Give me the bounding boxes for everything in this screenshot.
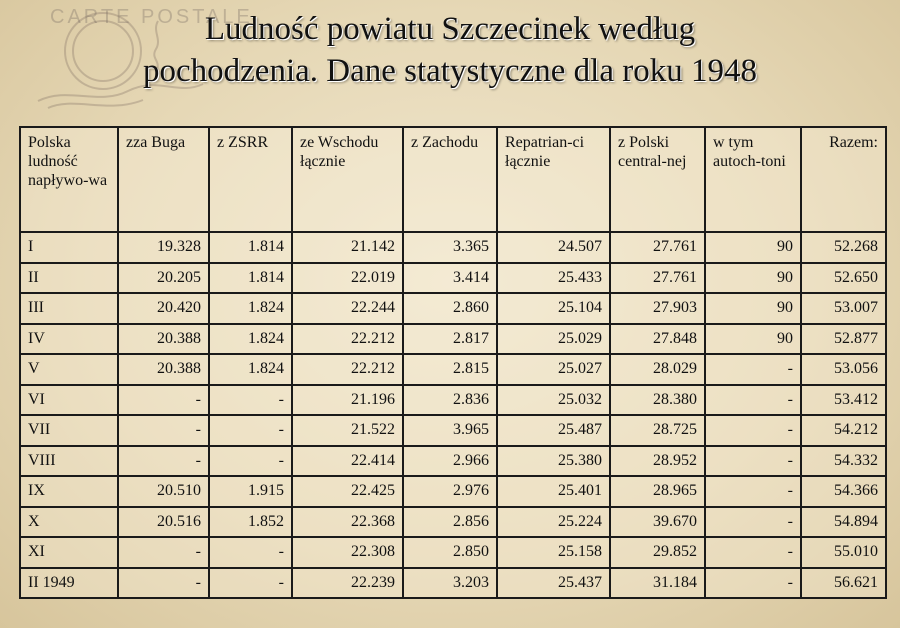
table-row (20, 476, 886, 507)
table-cell: 29.852 (610, 537, 705, 568)
table-cell: 28.029 (610, 354, 705, 385)
header-cell: Polska ludność napływo-wa (20, 127, 118, 232)
row-label: VII (20, 415, 118, 446)
population-table (19, 126, 887, 599)
table-cell: 2.817 (403, 324, 497, 355)
table-cell: 22.239 (292, 568, 403, 599)
row-label: II 1949 (20, 568, 118, 599)
table-cell: 54.366 (801, 476, 886, 507)
table-cell: 22.212 (292, 324, 403, 355)
table-row (20, 354, 886, 385)
row-label: V (20, 354, 118, 385)
table-row (20, 385, 886, 416)
title-line-1: Ludność powiatu Szczecinek według (204, 11, 696, 47)
table-cell: 21.196 (292, 385, 403, 416)
header-cell: w tym autoch-toni (705, 127, 801, 232)
table-cell: 24.507 (497, 232, 610, 263)
table-row (20, 324, 886, 355)
table-cell: 20.388 (118, 354, 209, 385)
row-label: X (20, 507, 118, 538)
table-cell: 28.952 (610, 446, 705, 477)
table-cell: 31.184 (610, 568, 705, 599)
table-cell: 52.268 (801, 232, 886, 263)
row-label: IX (20, 476, 118, 507)
table-cell: 19.328 (118, 232, 209, 263)
table-cell: 2.850 (403, 537, 497, 568)
table-cell: 53.412 (801, 385, 886, 416)
table-cell: 27.761 (610, 232, 705, 263)
page-title (0, 8, 900, 92)
table-cell: - (209, 537, 292, 568)
table-cell: 55.010 (801, 537, 886, 568)
header-cell: z Zachodu (403, 127, 497, 232)
table-cell: 25.487 (497, 415, 610, 446)
row-label: IV (20, 324, 118, 355)
table-cell: 90 (705, 293, 801, 324)
table-cell: - (118, 385, 209, 416)
table-cell: 53.056 (801, 354, 886, 385)
table-cell: 1.814 (209, 232, 292, 263)
table-cell: 27.848 (610, 324, 705, 355)
table-cell: - (705, 476, 801, 507)
header-cell: z ZSRR (209, 127, 292, 232)
table-row (20, 446, 886, 477)
table-cell: 20.205 (118, 263, 209, 294)
header-cell: z Polski central-nej (610, 127, 705, 232)
table-cell: - (118, 537, 209, 568)
header-cell: zza Buga (118, 127, 209, 232)
table-row (20, 232, 886, 263)
table-body (20, 232, 886, 598)
table-cell: - (705, 537, 801, 568)
table-cell: 27.903 (610, 293, 705, 324)
table-cell: - (209, 385, 292, 416)
table-cell: 54.332 (801, 446, 886, 477)
table-cell: 20.420 (118, 293, 209, 324)
table-cell: 22.414 (292, 446, 403, 477)
table-row (20, 568, 886, 599)
header-cell: Razem: (801, 127, 886, 232)
table-cell: - (705, 568, 801, 599)
table-cell: 1.824 (209, 293, 292, 324)
table-cell: 27.761 (610, 263, 705, 294)
table-cell: 52.650 (801, 263, 886, 294)
table-row (20, 507, 886, 538)
table-row (20, 293, 886, 324)
table-cell: 20.388 (118, 324, 209, 355)
table-cell: 25.433 (497, 263, 610, 294)
table-cell: 3.365 (403, 232, 497, 263)
row-label: XI (20, 537, 118, 568)
row-label: VI (20, 385, 118, 416)
table-cell: 2.856 (403, 507, 497, 538)
table-cell: 90 (705, 324, 801, 355)
table-cell: 3.414 (403, 263, 497, 294)
title-line-2: pochodzenia. Dane statystyczne dla roku 1948 (143, 53, 757, 89)
table-row (20, 415, 886, 446)
table-cell: 1.852 (209, 507, 292, 538)
header-cell: Repatrian-ci łącznie (497, 127, 610, 232)
table-cell: 25.158 (497, 537, 610, 568)
table-cell: 28.380 (610, 385, 705, 416)
table-cell: 22.368 (292, 507, 403, 538)
table-cell: 1.824 (209, 354, 292, 385)
postcard-watermark: CARTE POSTALE (50, 6, 253, 28)
table-cell: 3.965 (403, 415, 497, 446)
table-cell: 22.019 (292, 263, 403, 294)
table-cell: 22.308 (292, 537, 403, 568)
table-cell: 25.224 (497, 507, 610, 538)
table-cell: 20.510 (118, 476, 209, 507)
table-cell: 25.032 (497, 385, 610, 416)
table-cell: 39.670 (610, 507, 705, 538)
table-row (20, 263, 886, 294)
table-cell: 53.007 (801, 293, 886, 324)
table-cell: 22.212 (292, 354, 403, 385)
table-cell: 2.836 (403, 385, 497, 416)
table-cell: - (118, 446, 209, 477)
table-cell: 25.401 (497, 476, 610, 507)
table-cell: 1.814 (209, 263, 292, 294)
table-cell: 21.142 (292, 232, 403, 263)
table-cell: 1.824 (209, 324, 292, 355)
header-cell: ze Wschodu łącznie (292, 127, 403, 232)
table-cell: 2.976 (403, 476, 497, 507)
table-cell: - (118, 568, 209, 599)
row-label: III (20, 293, 118, 324)
table-cell: 25.029 (497, 324, 610, 355)
table-cell: 25.027 (497, 354, 610, 385)
row-label: II (20, 263, 118, 294)
row-label: VIII (20, 446, 118, 477)
table-header-row (20, 127, 886, 232)
table-cell: 28.965 (610, 476, 705, 507)
table-cell: 2.966 (403, 446, 497, 477)
table-cell: 52.877 (801, 324, 886, 355)
table-cell: - (209, 446, 292, 477)
table-cell: - (705, 507, 801, 538)
table-cell: 21.522 (292, 415, 403, 446)
table-cell: - (705, 415, 801, 446)
table-cell: 22.244 (292, 293, 403, 324)
table-cell: 25.104 (497, 293, 610, 324)
table-row (20, 537, 886, 568)
table-cell: 28.725 (610, 415, 705, 446)
table-cell: 25.437 (497, 568, 610, 599)
table-cell: - (209, 415, 292, 446)
table-cell: 90 (705, 263, 801, 294)
table-cell: 2.860 (403, 293, 497, 324)
table-cell: - (118, 415, 209, 446)
table-cell: 22.425 (292, 476, 403, 507)
table-cell: 3.203 (403, 568, 497, 599)
table-cell: - (705, 446, 801, 477)
table-cell: 20.516 (118, 507, 209, 538)
table-cell: 1.915 (209, 476, 292, 507)
table-cell: 90 (705, 232, 801, 263)
table-cell: 25.380 (497, 446, 610, 477)
table-cell: - (705, 354, 801, 385)
table-cell: - (705, 385, 801, 416)
table-cell: 56.621 (801, 568, 886, 599)
table-cell: - (209, 568, 292, 599)
table-cell: 54.894 (801, 507, 886, 538)
table-cell: 2.815 (403, 354, 497, 385)
table-cell: 54.212 (801, 415, 886, 446)
row-label: I (20, 232, 118, 263)
